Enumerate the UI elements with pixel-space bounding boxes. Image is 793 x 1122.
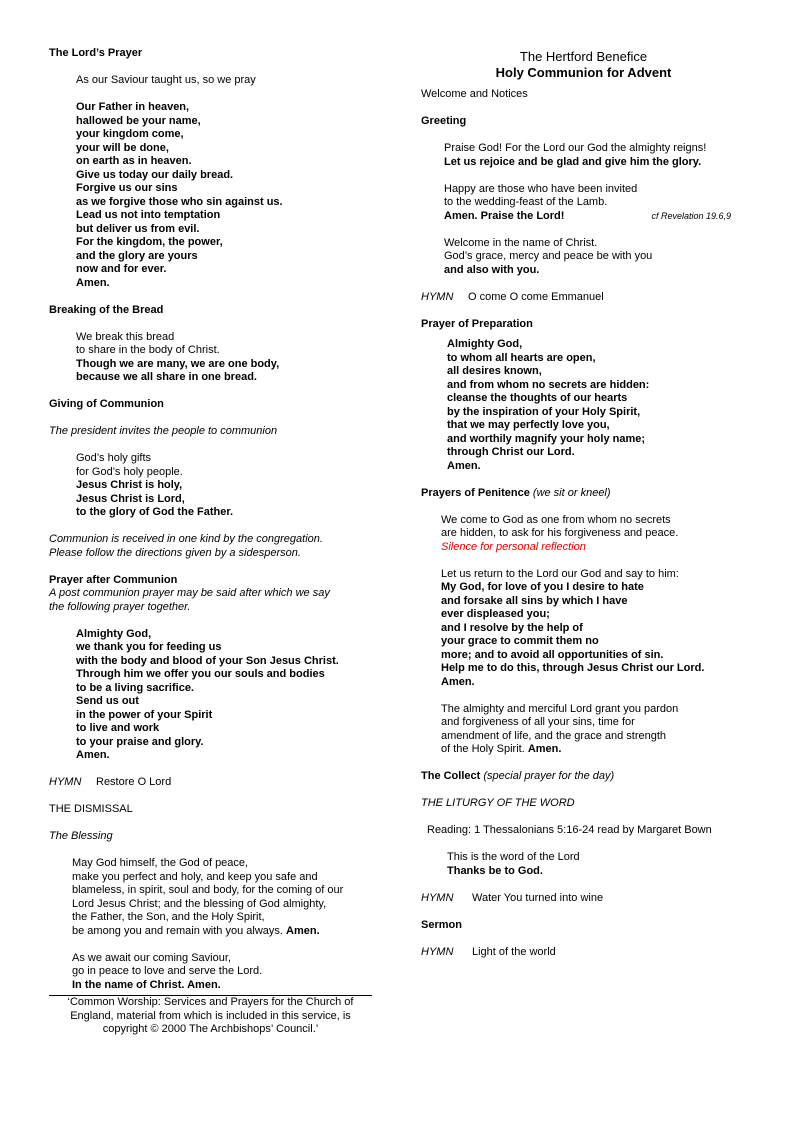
- benefice-title: The Hertford Benefice: [519, 49, 648, 64]
- prayer-line: Almighty God,: [447, 338, 523, 350]
- prayer-line: Forgive us our sins: [76, 182, 178, 194]
- silence-rubric: Silence for personal reflection: [441, 540, 586, 553]
- hymn-title: Light of the world: [472, 945, 556, 958]
- prayer-line: Send us out: [76, 695, 139, 707]
- word-response: [421, 851, 761, 878]
- left-column: [49, 47, 379, 1037]
- hymn-emmanuel: [421, 291, 761, 305]
- scripture-reference: cf Revelation 19.6,9: [651, 210, 731, 221]
- prayer-line: we thank you for feeding us: [76, 641, 222, 653]
- preparation-prayer: [421, 338, 761, 473]
- hymn-title: Water You turned into wine: [472, 891, 604, 904]
- absolution-line: The almighty and merciful Lord grant you pardon: [441, 702, 679, 715]
- blessing-rubric: The Blessing: [49, 830, 113, 842]
- collect-row: [421, 770, 761, 784]
- prayer-line: and from whom no secrets are hidden:: [447, 378, 650, 391]
- prayer-line: your kingdom come,: [76, 128, 184, 140]
- footer-line: copyright © 2000 The Archbishops’ Council.’: [102, 1023, 319, 1035]
- prayer-line: to live and work: [76, 722, 160, 734]
- response-line: Thanks be to God.: [447, 864, 543, 877]
- liturgy-line: to the wedding-feast of the Lamb.: [444, 196, 608, 208]
- giving-text: [49, 452, 379, 520]
- response-line: and also with you.: [444, 263, 540, 276]
- collect-heading: The Collect: [421, 770, 481, 782]
- prayer-line: through Christ our Lord.: [447, 446, 575, 458]
- prayer-line: to whom all hearts are open,: [447, 351, 596, 364]
- liturgy-line: to share in the body of Christ.: [76, 344, 220, 356]
- greeting-heading: Greeting: [421, 115, 467, 127]
- confession-line: and I resolve by the help of: [441, 621, 583, 634]
- service-title: Holy Communion for Advent: [495, 65, 672, 80]
- response-line: [444, 210, 761, 224]
- hymn-label: HYMN: [421, 290, 454, 303]
- blessing-amen: Amen.: [286, 924, 320, 937]
- confession-line: Amen.: [441, 675, 475, 688]
- liturgy-line: for God’s holy people.: [76, 465, 183, 478]
- breaking-heading: Breaking of the Bread: [49, 303, 164, 316]
- liturgy-line: Happy are those who have been invited: [444, 182, 638, 195]
- confession-line: My God, for love of you I desire to hate: [441, 581, 644, 593]
- confession-line: ever displeased you;: [441, 608, 550, 620]
- response-line: Jesus Christ is Lord,: [76, 492, 185, 505]
- penitence-note: (we sit or kneel): [532, 486, 611, 499]
- liturgy-line: Let us return to the Lord our God and say to him:: [441, 567, 679, 580]
- hymn-label: HYMN: [421, 891, 454, 904]
- liturgy-line: are hidden, to ask for his forgiveness and peace.: [441, 527, 679, 539]
- footer-line: ‘Common Worship: Services and Prayers for the Church of: [67, 996, 354, 1008]
- prayer-line: For the kingdom, the power,: [76, 236, 223, 248]
- blessing-last-line: be among you and remain with you always.: [72, 924, 283, 937]
- prayer-line: Give us today our daily bread.: [76, 168, 234, 181]
- prayer-line: Our Father in heaven,: [76, 101, 190, 113]
- hymn-title: O come O come Emmanuel: [468, 290, 604, 303]
- copyright-footer: [49, 996, 372, 1037]
- prayer-line: Through him we offer you our souls and bodies: [76, 668, 325, 680]
- liturgy-line: God’s grace, mercy and peace be with you: [444, 250, 653, 262]
- prayer-line: Lead us not into temptation: [76, 209, 221, 221]
- prayer-line: that we may perfectly love you,: [447, 419, 610, 431]
- lords-prayer-text: [49, 101, 379, 290]
- absolution-line: amendment of life, and the grace and strength: [441, 729, 667, 742]
- absolution-line: and forgiveness of all your sins, time for: [441, 716, 635, 728]
- prayer-line: Amen.: [447, 459, 481, 472]
- blessing-line: blameless, in spirit, soul and body, for the coming of our: [72, 884, 344, 896]
- communion-note: Communion is received in one kind by the congregation.: [49, 533, 323, 545]
- blessing-line: May God himself, the God of peace,: [72, 857, 249, 869]
- prayer-line: to be a living sacrifice.: [76, 681, 194, 694]
- prayer-line: on earth as in heaven.: [76, 155, 192, 167]
- response-text: Amen. Praise the Lord!: [444, 209, 565, 222]
- absolution-last-line: of the Holy Spirit.: [441, 743, 525, 755]
- hymn-restore: [49, 776, 379, 790]
- preparation-heading: Prayer of Preparation: [421, 317, 533, 330]
- sermon-heading: Sermon: [421, 918, 462, 931]
- absolution-line: [441, 743, 761, 757]
- after-communion-prayer: [49, 628, 379, 763]
- prayer-line: with the body and blood of your Son Jesus Christ.: [76, 654, 339, 667]
- blessing-line: the Father, the Son, and the Holy Spirit,: [72, 911, 265, 923]
- penitence-text: [421, 514, 761, 757]
- hymn-title: Restore O Lord: [96, 776, 172, 788]
- prayer-line: as we forgive those who sin against us.: [76, 195, 283, 208]
- sending-line: As we await our coming Saviour,: [72, 951, 231, 964]
- response-line: Jesus Christ is holy,: [76, 479, 183, 491]
- confession-line: your grace to commit them no: [441, 635, 599, 647]
- liturgy-line: God’s holy gifts: [76, 452, 152, 464]
- prayer-line: now and for ever.: [76, 263, 167, 275]
- prayer-line: Almighty God,: [76, 627, 152, 640]
- blessing-line: make you perfect and holy, and keep you safe and: [72, 870, 318, 883]
- prayer-line: by the inspiration of your Holy Spirit,: [447, 405, 641, 418]
- prayer-line: and worthily magnify your holy name;: [447, 432, 646, 445]
- blessing-line: Lord Jesus Christ; and the blessing of God almighty,: [72, 897, 327, 910]
- prayer-line: cleanse the thoughts of our hearts: [447, 392, 628, 404]
- right-column: [421, 49, 761, 959]
- hymn-label: HYMN: [49, 776, 82, 788]
- after-communion-heading: Prayer after Communion: [49, 573, 178, 586]
- prayer-line: and the glory are yours: [76, 249, 198, 262]
- prayer-line: in the power of your Spirit: [76, 708, 213, 721]
- dismissal-heading: THE DISMISSAL: [49, 803, 133, 815]
- giving-rubric: The president invites the people to communion: [49, 425, 278, 437]
- prayer-line: Amen.: [76, 276, 110, 289]
- collect-note: (special prayer for the day): [483, 770, 615, 782]
- prayer-line: all desires known,: [447, 365, 542, 377]
- liturgy-line: Praise God! For the Lord our God the almighty reigns!: [444, 142, 707, 154]
- prayer-line: but deliver us from evil.: [76, 222, 200, 235]
- hymn-light: [421, 946, 761, 960]
- liturgy-line: Welcome in the name of Christ.: [444, 236, 598, 249]
- prayer-line: Amen.: [76, 749, 110, 761]
- penitence-heading-row: [421, 487, 761, 501]
- absolution-amen: Amen.: [527, 743, 562, 755]
- lords-prayer-intro: As our Saviour taught us, so we pray: [76, 74, 256, 86]
- hymn-water: [421, 892, 761, 906]
- lords-prayer-heading: The Lord’s Prayer: [49, 47, 143, 59]
- liturgy-line: We come to God as one from whom no secrets: [441, 513, 671, 526]
- response-line: because we all share in one bread.: [76, 371, 257, 383]
- confession: [441, 581, 761, 689]
- blessing-text: [49, 857, 379, 992]
- liturgy-of-word-heading: THE LITURGY OF THE WORD: [421, 797, 575, 809]
- penitence-heading: Prayers of Penitence: [421, 486, 530, 499]
- communion-note: Please follow the directions given by a sidesperson.: [49, 546, 301, 559]
- after-communion-rubric: the following prayer together.: [49, 600, 191, 613]
- reading-line: Reading: 1 Thessalonians 5:16-24 read by Margaret Bown: [427, 824, 712, 836]
- confession-line: Help me to do this, through Jesus Christ our Lord.: [441, 662, 705, 674]
- sending-response: In the name of Christ. Amen.: [72, 978, 221, 991]
- confession-line: more; and to avoid all opportunities of sin.: [441, 648, 664, 661]
- prayer-line: to your praise and glory.: [76, 735, 204, 748]
- giving-heading: Giving of Communion: [49, 398, 164, 410]
- sending-line: go in peace to love and serve the Lord.: [72, 965, 263, 977]
- response-line: Though we are many, we are one body,: [76, 357, 280, 370]
- blessing-line: [72, 925, 379, 939]
- liturgy-line: This is the word of the Lord: [447, 851, 580, 863]
- welcome-notices: Welcome and Notices: [421, 88, 528, 100]
- breaking-text: [49, 331, 379, 385]
- response-line: Let us rejoice and be glad and give him the glory.: [444, 155, 702, 168]
- confession-line: and forsake all sins by which I have: [441, 594, 628, 607]
- prayer-line: hallowed be your name,: [76, 114, 201, 127]
- prayer-line: your will be done,: [76, 141, 169, 154]
- greeting-text: [421, 142, 761, 277]
- liturgy-line: We break this bread: [76, 330, 175, 343]
- hymn-label: HYMN: [421, 945, 454, 958]
- response-line: to the glory of God the Father.: [76, 506, 234, 518]
- after-communion-rubric: A post communion prayer may be said after which we say: [49, 587, 330, 599]
- footer-line: England, material from which is included in this service, is: [70, 1009, 351, 1022]
